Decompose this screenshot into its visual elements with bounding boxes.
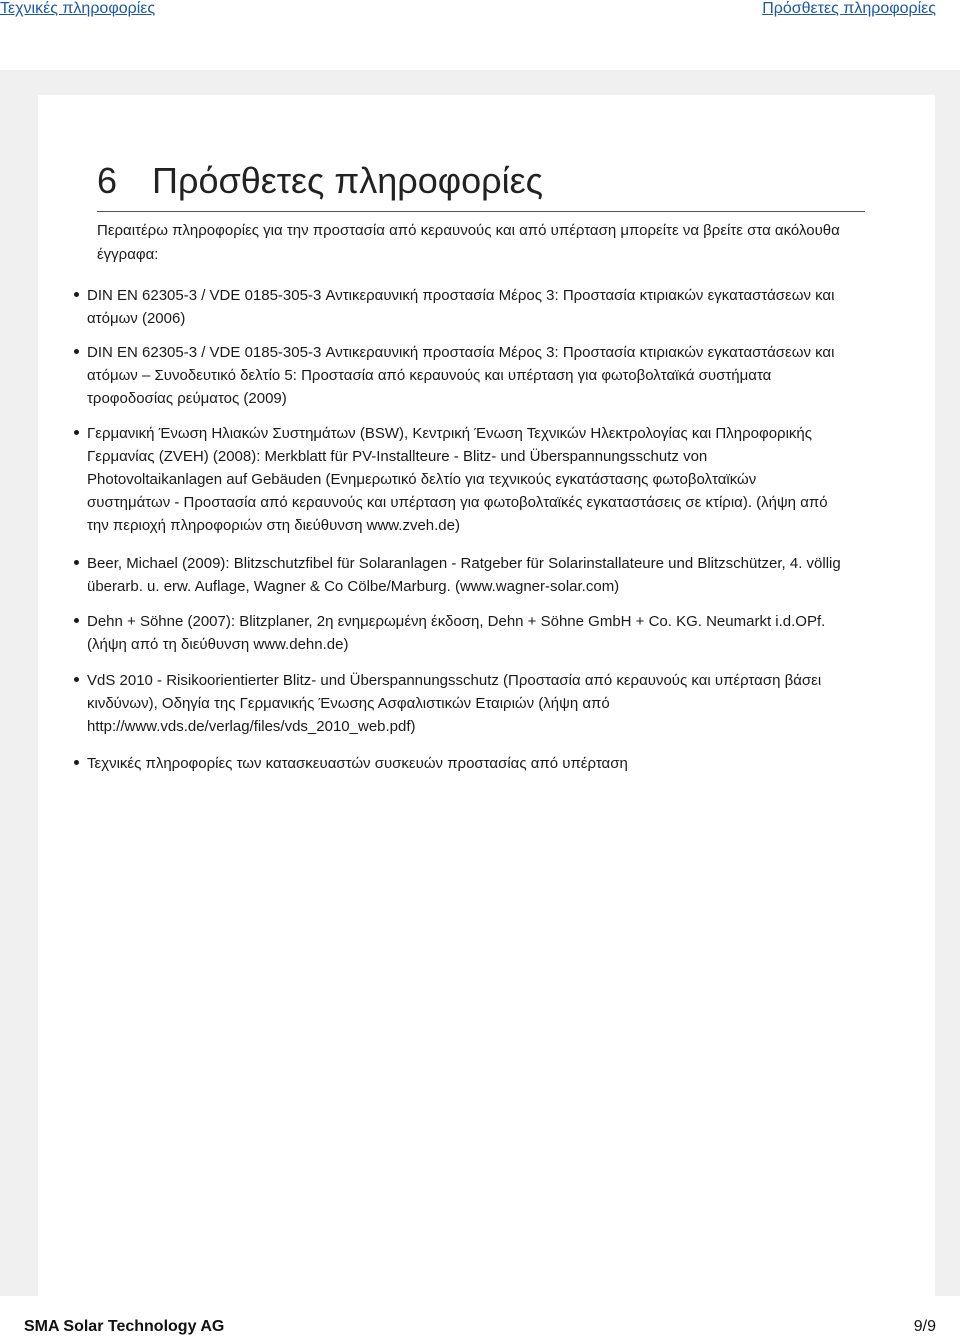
- bullet-icon: [74, 560, 79, 565]
- header-link-technical-info[interactable]: Τεχνικές πληροφορίες: [0, 0, 156, 17]
- list-item-text: Dehn + Söhne (2007): Blitzplaner, 2η ενημερωμένη έκδοση, Dehn + Söhne GmbH + Co. KG. Neumarkt i.d.OPf. (λήψη από τη διεύθυνση www.dehn.de): [87, 613, 826, 653]
- intro-paragraph: Περαιτέρω πληροφορίες για την προστασία από κεραυνούς και από υπέρταση μπορείτε να βρείτε στα ακόλουθα έγγραφα:: [97, 222, 840, 263]
- bullet-icon: [74, 349, 79, 354]
- list-item-text: VdS 2010 - Risikoorientierter Blitz- und Überspannungsschutz (Προστασία από κεραυνούς και υπέρταση βάσει κινδύνων), Οδηγία της Γερμανικής Ένωσης Ασφαλιστικών Εταιριών (λήψη από http://www.vds.de/verlag/files/vds_2010_web.pdf): [87, 672, 822, 735]
- list-item-text: Γερμανική Ένωση Ηλιακών Συστημάτων (BSW), Κεντρική Ένωση Τεχνικών Ηλεκτρολογίας και Πληροφορικής Γερμανίας (ZVEH) (2008): Merkblatt für PV-Installteure - Blitz- und Überspannungsschutz von Photovoltaikanlagen auf Gebäuden (Ενημερωτικό δελτίο για τεχνικούς εγκατάστασης φωτοβολταϊκών συστημάτων - Προστασία από κεραυνούς και υπέρταση για φωτοβολταϊκές εγκαταστάσεις σε κτίρια). (λήψη από την περιοχή πληροφοριών στη διεύθυνση www.zveh.de): [87, 425, 828, 534]
- list-item: [74, 422, 842, 537]
- section-heading: [97, 159, 902, 203]
- list-item: [74, 284, 842, 330]
- list-item-text: Τεχνικές πληροφορίες των κατασκευαστών συσκευών προστασίας από υπέρταση: [87, 755, 628, 772]
- bullet-icon: [74, 618, 79, 623]
- list-item: [74, 552, 842, 598]
- section-title: Πρόσθετες πληροφορίες: [152, 160, 544, 201]
- header-link-additional-info[interactable]: Πρόσθετες πληροφορίες: [762, 0, 936, 17]
- bullet-icon: [74, 760, 79, 765]
- list-item-text: DIN EN 62305-3 / VDE 0185-305-3 Αντικεραυνική προστασία Μέρος 3: Προστασία κτιριακών εγκαταστάσεων και ατόμων (2006): [87, 287, 835, 327]
- heading-divider: [97, 211, 865, 212]
- bullet-icon: [74, 677, 79, 682]
- bullet-icon: [74, 430, 79, 435]
- bullet-icon: [74, 292, 79, 297]
- footer-company: SMA Solar Technology AG: [24, 1318, 225, 1335]
- list-item: [74, 341, 842, 410]
- top-header: [0, 0, 960, 22]
- page-footer: [0, 1318, 960, 1339]
- section-number: 6: [97, 160, 118, 201]
- list-item: [74, 752, 842, 775]
- list-item-text: DIN EN 62305-3 / VDE 0185-305-3 Αντικεραυνική προστασία Μέρος 3: Προστασία κτιριακών εγκαταστάσεων και ατόμων – Συνοδευτικό δελτίο 5: Προστασία από κεραυνούς και υπέρταση για φωτοβολταϊκά συστήματα τροφοδοσίας ρεύματος (2009): [87, 344, 835, 407]
- list-item: [74, 610, 842, 656]
- footer-page-number: 9/9: [913, 1318, 936, 1335]
- list-item-text: Beer, Michael (2009): Blitzschutzfibel für Solaranlagen - Ratgeber für Solarinstallateure und Blitzschützer, 4. völlig überarb. u. erw. Auflage, Wagner & Co Cölbe/Marburg. (www.wagner-solar.com): [87, 555, 841, 595]
- list-item: [74, 669, 842, 738]
